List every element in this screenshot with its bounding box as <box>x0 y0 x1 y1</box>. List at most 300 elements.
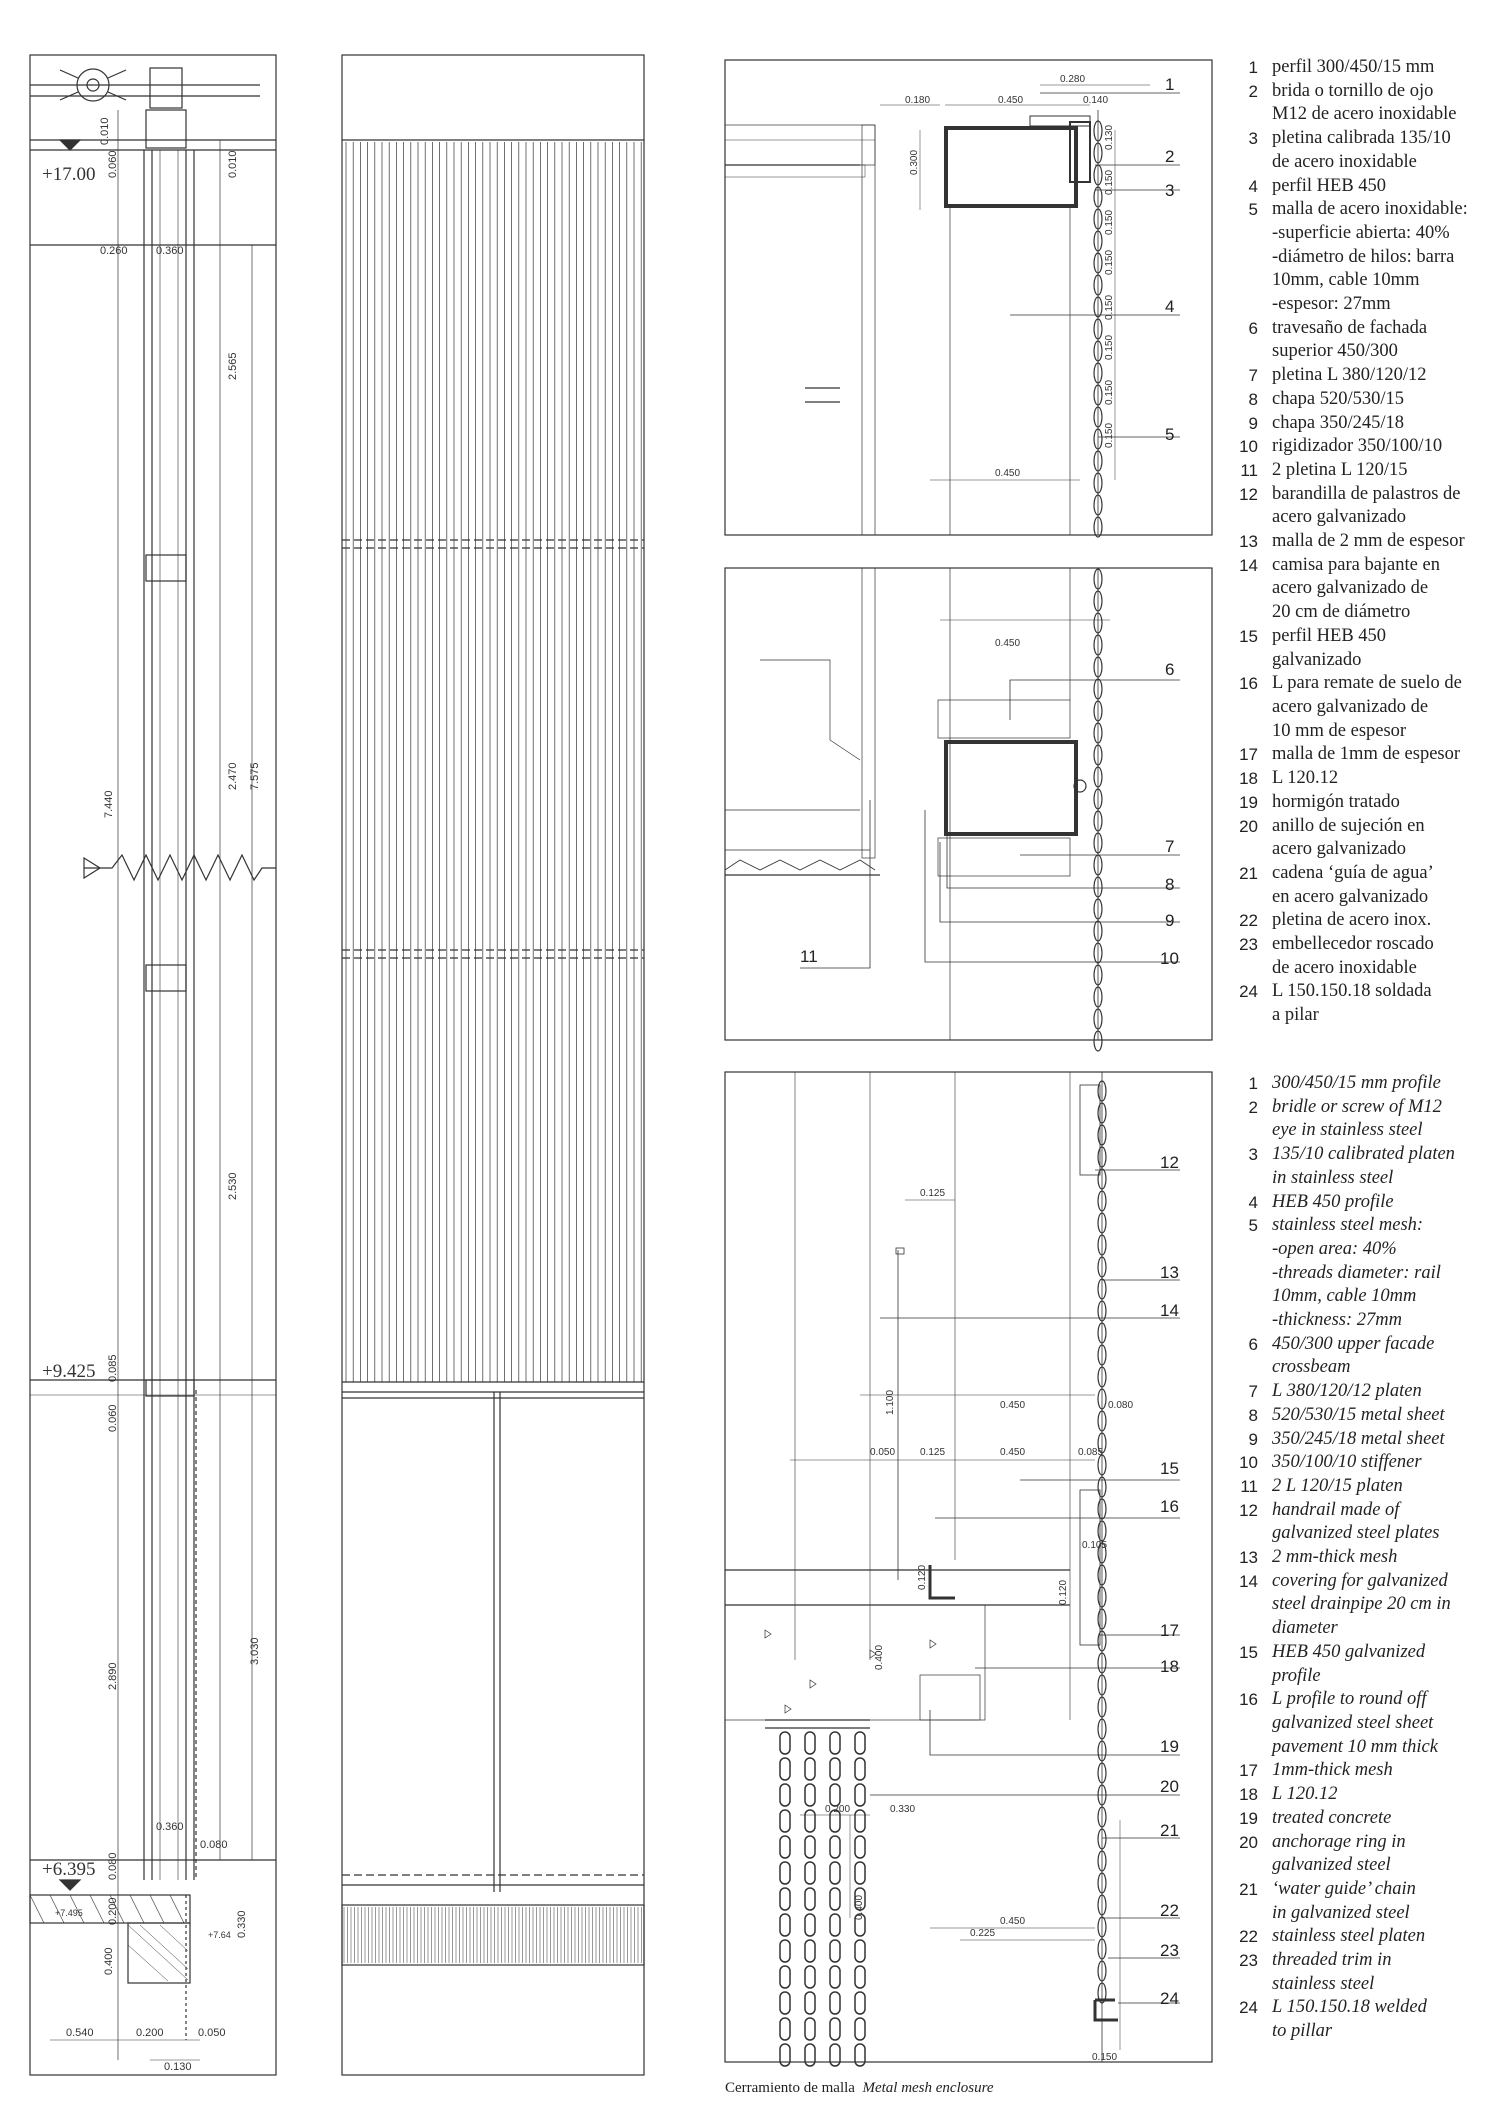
dim-label: 0.300 <box>909 149 920 175</box>
hanging-chain-link <box>830 1888 840 1910</box>
legend-item <box>1228 791 1512 815</box>
legend-item <box>1228 530 1512 554</box>
callout-7: 7 <box>1165 837 1175 856</box>
caption-spanish: Cerramiento de malla <box>725 2080 855 2096</box>
hanging-chain-link <box>855 1966 865 1988</box>
legend-text: threaded trim in stainless steel <box>1272 1950 1392 1994</box>
legend-text: 1mm-thick mesh <box>1272 1760 1393 1781</box>
dim-label: 0.050 <box>870 1447 896 1458</box>
callout-11: 11 <box>800 947 818 966</box>
legend-item <box>1228 198 1512 317</box>
legend-text: treated concrete <box>1272 1807 1392 1828</box>
figure-caption <box>725 2080 994 2097</box>
legend-number: 15 <box>1239 626 1258 646</box>
caption-english: Metal mesh enclosure <box>862 2080 994 2096</box>
dim-label: 0.060 <box>107 150 119 178</box>
legend-item <box>1228 1949 1512 1996</box>
legend-text: chapa 520/530/15 <box>1272 388 1405 409</box>
legend-number: 5 <box>1248 1216 1258 1236</box>
dim-label: 3.030 <box>249 1637 261 1665</box>
hanging-chain-link <box>830 1992 840 2014</box>
legend-item <box>1228 459 1512 483</box>
legend-number: 14 <box>1239 1571 1258 1591</box>
hanging-chain-link <box>855 2044 865 2066</box>
dim-label: 0.085 <box>1078 1447 1104 1458</box>
hanging-chain-link <box>780 1888 790 1910</box>
legend-text: malla de 2 mm de espesor <box>1272 531 1465 552</box>
dim-label: 0.140 <box>1083 95 1109 106</box>
hanging-chain-link <box>805 1862 815 1884</box>
legend-item <box>1228 909 1512 933</box>
hanging-chain-link <box>830 1966 840 1988</box>
callout-23: 23 <box>1160 1941 1179 1960</box>
legend-item <box>1228 127 1512 174</box>
legend-item <box>1228 554 1512 625</box>
legend-text: stainless steel platen <box>1272 1926 1426 1947</box>
legend-text: L para remate de suelo de acero galvanizado de 10 mm de espesor <box>1272 673 1462 741</box>
hanging-chain-link <box>830 2044 840 2066</box>
legend-item <box>1228 767 1512 791</box>
dim-label: 0.200 <box>136 2027 164 2039</box>
legend-item <box>1228 1072 1512 1096</box>
hanging-chain-link <box>805 1940 815 1962</box>
legend-item <box>1228 1428 1512 1452</box>
callout-1: 1 <box>1165 75 1175 94</box>
legend-text: 520/530/15 metal sheet <box>1272 1404 1445 1425</box>
legend-item <box>1228 1688 1512 1759</box>
legend-number: 10 <box>1239 437 1258 457</box>
legend-text: cadena ‘guía de agua’ en acero galvanizado <box>1272 862 1434 907</box>
dim-label: 0.150 <box>1104 249 1115 275</box>
legend-number: 9 <box>1248 1429 1258 1449</box>
legend-number: 10 <box>1239 1453 1258 1473</box>
legend-number: 11 <box>1240 460 1258 480</box>
callout-16: 16 <box>1160 1497 1179 1516</box>
hanging-chain-link <box>855 2018 865 2040</box>
legend-number: 21 <box>1239 1879 1258 1899</box>
hanging-chain-link <box>780 1966 790 1988</box>
legend-item <box>1228 1404 1512 1428</box>
legend-number: 24 <box>1239 982 1258 1002</box>
dim-label: 1.100 <box>885 1389 896 1415</box>
hanging-chain-link <box>830 1758 840 1780</box>
legend-text: L 150.150.18 soldada a pilar <box>1272 981 1432 1026</box>
dim-label: 2.470 <box>227 762 239 790</box>
callout-5: 5 <box>1165 425 1175 444</box>
legend-item <box>1228 1831 1512 1878</box>
legend-item <box>1228 1191 1512 1215</box>
legend-item <box>1228 388 1512 412</box>
legend-number: 22 <box>1239 1927 1258 1947</box>
legend-item <box>1228 625 1512 672</box>
legend-text: L profile to round off galvanized steel sheet pavement 10 mm thick <box>1272 1689 1438 1757</box>
legend-item <box>1228 175 1512 199</box>
hanging-chain-link <box>830 1914 840 1936</box>
dim-label: 0.150 <box>1104 334 1115 360</box>
legend-item <box>1228 1380 1512 1404</box>
dim-label: 0.125 <box>920 1188 946 1199</box>
legend-number: 3 <box>1248 1145 1258 1165</box>
callout-24: 24 <box>1160 1989 1179 2008</box>
level-label-2: +9.425 <box>42 1361 96 1382</box>
legend-item <box>1228 364 1512 388</box>
callout-6: 6 <box>1165 660 1175 679</box>
hanging-chain-link <box>855 1732 865 1754</box>
hanging-chain-link <box>780 1992 790 2014</box>
legend-text: 2 mm-thick mesh <box>1272 1547 1398 1568</box>
legend-text: 350/245/18 metal sheet <box>1272 1428 1445 1449</box>
legend-text: 350/100/10 stiffener <box>1272 1452 1422 1473</box>
hanging-chain-link <box>805 1732 815 1754</box>
hanging-chain-link <box>780 1758 790 1780</box>
legend-number: 17 <box>1239 745 1258 765</box>
legend-text: 2 L 120/15 platen <box>1272 1475 1403 1496</box>
legend-text: stainless steel mesh: -open area: 40% -threads diameter: rail 10mm, cable 10mm -thickness: 27mm <box>1272 1215 1441 1331</box>
dim-label: 0.010 <box>99 117 111 145</box>
callout-3: 3 <box>1165 181 1175 200</box>
legend-text: barandilla de palastros de acero galvanizado <box>1272 483 1461 528</box>
hanging-chain-link <box>780 1914 790 1936</box>
legend-number: 5 <box>1248 200 1258 220</box>
legend-item <box>1228 1925 1512 1949</box>
legend-number: 8 <box>1248 389 1258 409</box>
hanging-chain-link <box>855 1836 865 1858</box>
dim-label: 0.060 <box>107 1404 119 1432</box>
legend-number: 16 <box>1239 1690 1258 1710</box>
hanging-chain-link <box>780 1810 790 1832</box>
legend-item <box>1228 1641 1512 1688</box>
dim-label: 0.105 <box>1082 1540 1108 1551</box>
legend-number: 6 <box>1248 1334 1258 1354</box>
hanging-chain-link <box>830 1784 840 1806</box>
dim-label: 0.180 <box>905 95 931 106</box>
dim-label: 0.330 <box>236 1910 248 1938</box>
dim-label: 0.260 <box>100 245 128 257</box>
detail-frame-2 <box>725 568 1212 1040</box>
legend-text: 450/300 upper facade crossbeam <box>1272 1333 1435 1378</box>
legend-text: perfil HEB 450 <box>1272 175 1387 196</box>
legend-number: 20 <box>1239 1832 1258 1852</box>
legend-text: ‘water guide’ chain in galvanized steel <box>1272 1878 1416 1923</box>
dim-label: 0.080 <box>1108 1400 1134 1411</box>
dim-label: 0.450 <box>1000 1447 1026 1458</box>
legend-number: 19 <box>1239 1808 1258 1828</box>
legend-text: L 120.12 <box>1272 768 1339 789</box>
hanging-chain-link <box>830 1862 840 1884</box>
legend-number: 3 <box>1248 129 1258 149</box>
detail-lower <box>725 1072 1212 2066</box>
dim-label: 0.150 <box>1104 379 1115 405</box>
legend-number: 19 <box>1239 792 1258 812</box>
dim-label: 0.010 <box>227 150 239 178</box>
hanging-chain-link <box>780 1784 790 1806</box>
legend-number: 7 <box>1248 1382 1258 1402</box>
deck-profile <box>725 860 875 870</box>
legend-text: L 120.12 <box>1272 1784 1338 1805</box>
detail-frame-1 <box>725 60 1212 535</box>
legend-number: 2 <box>1248 81 1258 101</box>
legend-number: 23 <box>1239 1951 1258 1971</box>
hanging-chain-link <box>855 1784 865 1806</box>
legend-number: 17 <box>1239 1761 1258 1781</box>
legend-text: 2 pletina L 120/15 <box>1272 459 1408 480</box>
legend-number: 22 <box>1239 911 1258 931</box>
legend-text: bridle or screw of M12 eye in stainless steel <box>1272 1096 1442 1141</box>
dim-label: 0.150 <box>1104 422 1115 448</box>
legend-english <box>1228 1072 1512 2044</box>
legend-text: malla de 1mm de espesor <box>1272 744 1461 765</box>
hanging-chain-link <box>780 2044 790 2066</box>
legend-item <box>1228 56 1512 80</box>
level-label-3: +6.395 <box>42 1859 96 1880</box>
legend-number: 4 <box>1248 176 1258 196</box>
hanging-chain-link <box>855 1758 865 1780</box>
dim-label: 0.450 <box>998 95 1024 106</box>
legend-text: HEB 450 galvanized profile <box>1272 1641 1426 1686</box>
dim-label: 0.400 <box>874 1644 885 1670</box>
callout-15: 15 <box>1160 1459 1179 1478</box>
legend-text: malla de acero inoxidable: -superficie abierta: 40% -diámetro de hilos: barra 10mm, cable 10mm -espesor: 27mm <box>1272 199 1468 315</box>
legend-item <box>1228 980 1512 1027</box>
hanging-chain-link <box>805 2044 815 2066</box>
dim-label: 0.450 <box>995 468 1021 479</box>
dim-label: 0.050 <box>198 2027 226 2039</box>
legend-number: 2 <box>1248 1097 1258 1117</box>
concrete-slab <box>725 1605 985 1720</box>
dim-label: 0.540 <box>66 2027 94 2039</box>
hanging-chain-link <box>780 2018 790 2040</box>
legend-text: 300/450/15 mm profile <box>1272 1073 1441 1093</box>
dim-label: 0.150 <box>1104 294 1115 320</box>
detail-middle <box>725 568 1212 1051</box>
dim-label: 0.400 <box>103 1947 115 1975</box>
legend-item <box>1228 483 1512 530</box>
dim-label: 0.120 <box>1058 1579 1069 1605</box>
legend-number: 1 <box>1248 1074 1258 1093</box>
legend-text: pletina L 380/120/12 <box>1272 365 1427 386</box>
legend-item <box>1228 1475 1512 1499</box>
hanging-chain-link <box>805 1784 815 1806</box>
callout-2: 2 <box>1165 147 1175 166</box>
hanging-chain-link <box>780 1862 790 1884</box>
legend-text: brida o tornillo de ojo M12 de acero inoxidable <box>1272 80 1457 125</box>
legend-number: 18 <box>1239 1785 1258 1805</box>
legend-item <box>1228 933 1512 980</box>
hanging-chain-link <box>805 1810 815 1832</box>
legend-item <box>1228 743 1512 767</box>
legend-number: 7 <box>1248 366 1258 386</box>
legend-text: rigidizador 350/100/10 <box>1272 436 1443 457</box>
detail-upper <box>725 60 1212 537</box>
legend-text: pletina de acero inox. <box>1272 910 1432 931</box>
legend-item <box>1228 435 1512 459</box>
callout-12: 12 <box>1160 1153 1179 1172</box>
hanging-chain-link <box>805 1966 815 1988</box>
dim-label: 0.085 <box>107 1354 119 1382</box>
dim-label: 0.120 <box>917 1564 928 1590</box>
legend-text: HEB 450 profile <box>1272 1191 1394 1212</box>
detail-frame-3 <box>725 1072 1212 2062</box>
hanging-chain-link <box>805 1992 815 2014</box>
callout-19: 19 <box>1160 1737 1179 1756</box>
legend-number: 4 <box>1248 1192 1258 1212</box>
legend-number: 6 <box>1248 318 1258 338</box>
legend-item <box>1228 1759 1512 1783</box>
dim-label: 2.890 <box>107 1662 119 1690</box>
legend-item <box>1228 1499 1512 1546</box>
legend-item <box>1228 1546 1512 1570</box>
legend-number: 23 <box>1239 935 1258 955</box>
legend-item <box>1228 317 1512 364</box>
legend-text: handrail made of galvanized steel plates <box>1272 1499 1440 1544</box>
legend-text: chapa 350/245/18 <box>1272 412 1405 433</box>
legend-number: 8 <box>1248 1405 1258 1425</box>
hanging-chain-link <box>805 1758 815 1780</box>
dim-label: 7.440 <box>103 790 115 818</box>
legend-number: 11 <box>1240 1476 1258 1496</box>
callout-4: 4 <box>1165 297 1175 316</box>
dim-label: 0.450 <box>995 638 1021 649</box>
dim-label: 0.150 <box>1092 2052 1118 2063</box>
legend-text: anillo de sujeción en acero galvanizado <box>1272 815 1425 860</box>
dim-label: 0.080 <box>200 1839 228 1851</box>
dim-label: 0.400 <box>854 1894 865 1920</box>
hanging-chain-link <box>830 1836 840 1858</box>
legend-text: L 150.150.18 welded to pillar <box>1272 1997 1427 2042</box>
dim-label: 0.150 <box>1104 169 1115 195</box>
legend-text: perfil HEB 450 galvanizado <box>1272 625 1387 670</box>
hanging-chain-link <box>855 1940 865 1962</box>
legend-item <box>1228 1878 1512 1925</box>
hanging-chain-link <box>830 1732 840 1754</box>
hanging-chain-link <box>805 1888 815 1910</box>
hollow-section-1 <box>946 128 1076 206</box>
hanging-chain-link <box>780 1836 790 1858</box>
legend-text: anchorage ring in galvanized steel <box>1272 1831 1406 1876</box>
legend-text: pletina calibrada 135/10 de acero inoxidable <box>1272 128 1451 172</box>
dim-label: 0.150 <box>1104 209 1115 235</box>
dim-label: 7.575 <box>249 762 261 790</box>
legend-item <box>1228 1143 1512 1190</box>
legend-number: 9 <box>1248 413 1258 433</box>
legend-number: 21 <box>1239 863 1258 883</box>
hanging-chain-link <box>780 1732 790 1754</box>
legend-item <box>1228 1214 1512 1333</box>
dim-label: 0.360 <box>156 1821 184 1833</box>
legend-text: covering for galvanized steel drainpipe 20 cm in diameter <box>1272 1570 1451 1639</box>
legend-item <box>1228 1570 1512 1641</box>
dim-label: 0.200 <box>107 1897 119 1925</box>
legend-number: 12 <box>1239 484 1258 504</box>
dim-label: 0.125 <box>920 1447 946 1458</box>
hanging-chain-link <box>855 1810 865 1832</box>
dim-label: 0.360 <box>156 245 184 257</box>
legend-text: embellecedor roscado de acero inoxidable <box>1272 934 1434 978</box>
level-label-1: +17.00 <box>42 164 96 185</box>
legend-item <box>1228 1451 1512 1475</box>
legend-item <box>1228 1807 1512 1831</box>
dim-label: 0.130 <box>164 2061 192 2073</box>
mesh-frame <box>342 55 644 2075</box>
dim-label: +7.64 <box>208 1930 231 1940</box>
legend-item <box>1228 1096 1512 1143</box>
dim-label: 0.450 <box>1000 1916 1026 1927</box>
callout-10: 10 <box>1160 949 1179 968</box>
dim-label: 0.225 <box>970 1928 996 1939</box>
legend-item <box>1228 1333 1512 1380</box>
legend-number: 16 <box>1239 674 1258 694</box>
dim-label: 0.330 <box>890 1804 916 1815</box>
callout-20: 20 <box>1160 1777 1179 1796</box>
hanging-chain-link <box>855 1992 865 2014</box>
legend-item <box>1228 1783 1512 1807</box>
legend-item <box>1228 412 1512 436</box>
legend-number: 20 <box>1239 816 1258 836</box>
legend-item <box>1228 815 1512 862</box>
dim-label: 0.130 <box>1104 124 1115 150</box>
legend-item <box>1228 862 1512 909</box>
legend-number: 13 <box>1239 532 1258 552</box>
callout-13: 13 <box>1160 1263 1179 1282</box>
dim-label: 2.565 <box>227 352 239 380</box>
legend-item <box>1228 672 1512 743</box>
legend-number: 15 <box>1239 1642 1258 1662</box>
legend-spanish <box>1228 56 1512 1028</box>
section-elevation <box>30 55 276 2075</box>
hanging-chain-link <box>855 1862 865 1884</box>
callout-21: 21 <box>1160 1821 1179 1840</box>
legend-text: hormigón tratado <box>1272 791 1400 812</box>
callout-14: 14 <box>1160 1301 1179 1320</box>
legend-number: 14 <box>1239 555 1258 575</box>
legend-item <box>1228 80 1512 127</box>
break-line <box>84 855 276 880</box>
hanging-chain-link <box>830 1940 840 1962</box>
legend-text: travesaño de fachada superior 450/300 <box>1272 317 1428 362</box>
dim-label: 0.200 <box>825 1804 851 1815</box>
legend-number: 13 <box>1239 1548 1258 1568</box>
hanging-chain-link <box>805 1836 815 1858</box>
legend-text: L 380/120/12 platen <box>1272 1381 1422 1402</box>
callout-18: 18 <box>1160 1657 1179 1676</box>
dim-label: 0.450 <box>1000 1400 1026 1411</box>
legend-text: 135/10 calibrated platen in stainless steel <box>1272 1144 1455 1188</box>
legend-number: 24 <box>1239 1998 1258 2018</box>
dim-label: +7.495 <box>55 1908 83 1918</box>
legend-item <box>1228 1996 1512 2043</box>
dim-label: 2.530 <box>227 1172 239 1200</box>
hanging-chain-link <box>805 1914 815 1936</box>
callout-9: 9 <box>1165 911 1175 930</box>
dim-label: 0.280 <box>1060 74 1086 85</box>
hanging-chain-link <box>780 1940 790 1962</box>
hanging-chain-link <box>830 2018 840 2040</box>
legend-text: camisa para bajante en acero galvanizado de 20 cm de diámetro <box>1272 554 1440 623</box>
legend-number: 18 <box>1239 769 1258 789</box>
mesh-elevation <box>342 55 644 2075</box>
callout-17: 17 <box>1160 1621 1179 1640</box>
hollow-section-2 <box>946 742 1076 834</box>
callout-8: 8 <box>1165 875 1175 894</box>
callout-22: 22 <box>1160 1901 1179 1920</box>
floor-grating <box>342 1905 644 1965</box>
section-frame <box>30 55 276 2075</box>
dim-label: 0.080 <box>107 1852 119 1880</box>
legend-number: 1 <box>1248 58 1258 77</box>
legend-number: 12 <box>1239 1500 1258 1520</box>
hanging-chain-link <box>805 2018 815 2040</box>
legend-text: perfil 300/450/15 mm <box>1272 57 1435 77</box>
